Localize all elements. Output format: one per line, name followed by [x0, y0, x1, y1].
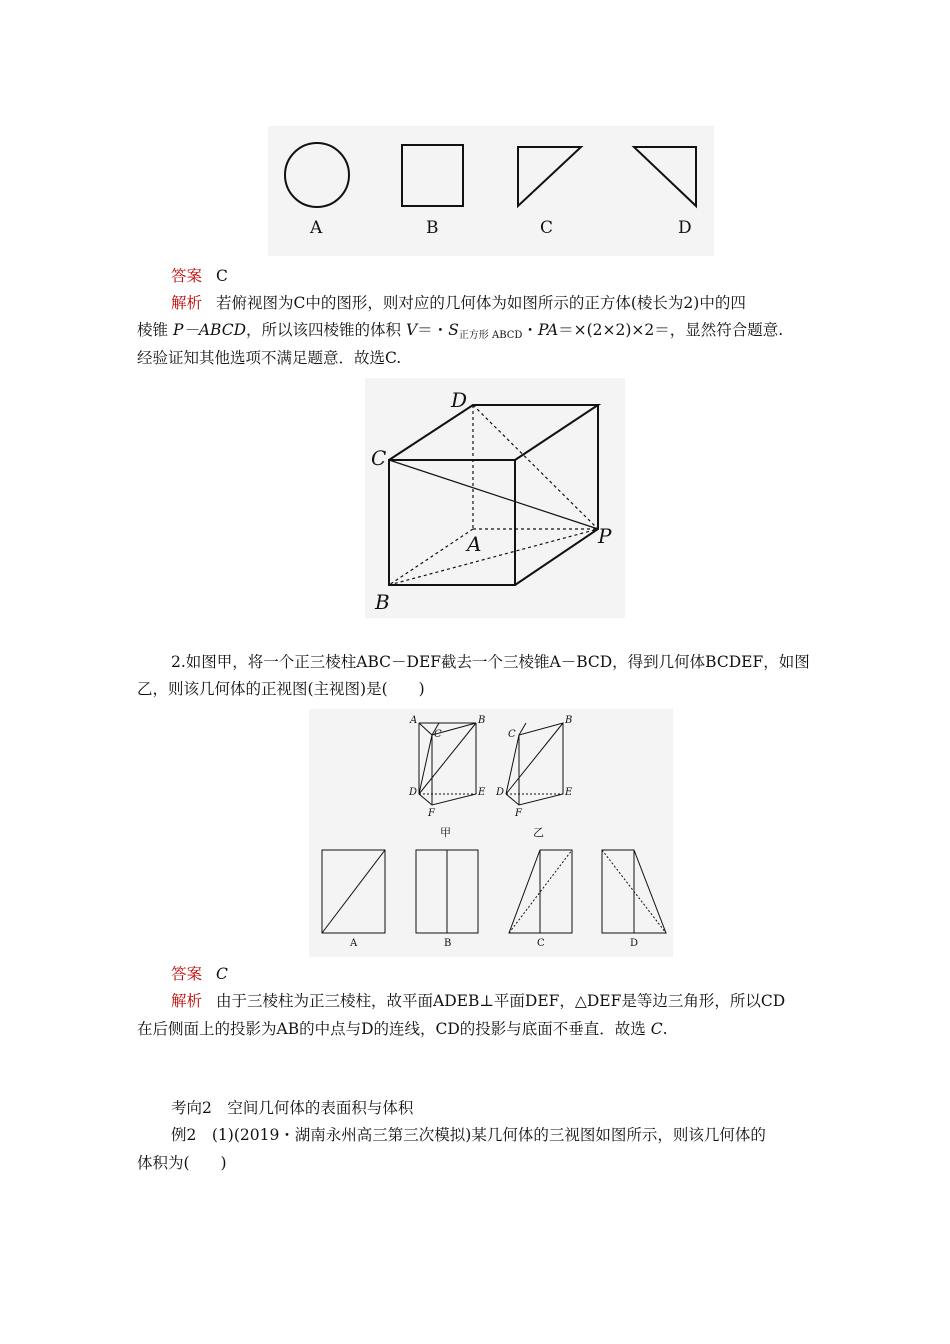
section-heading-text: 考向2 空间几何体的表面积与体积 — [171, 1099, 414, 1117]
cube-label-p: P — [598, 524, 612, 548]
q2-option-c-label: C — [537, 938, 545, 949]
q2-analysis-text-2c: . — [662, 1020, 668, 1038]
hidden-edge-d-p — [473, 405, 598, 529]
q1-text-2e: ＝・ — [417, 321, 449, 339]
example-line-2 — [137, 1153, 817, 1173]
caption-yi: 乙 — [533, 826, 544, 839]
q2-analysis-text-2b: C — [650, 1020, 663, 1038]
q1-text-2g: ・ — [522, 321, 538, 339]
caption-jia: 甲 — [440, 826, 451, 839]
q2-analysis-line-2 — [137, 1019, 817, 1039]
cube-label-d: D — [451, 388, 468, 412]
q2-analysis-line-1 — [171, 991, 851, 1011]
q1-text-2c: ，所以该四棱锥的体积 — [246, 321, 406, 339]
q1-answer-label: 答案 — [171, 267, 203, 285]
cube-label-a: A — [467, 532, 482, 556]
option-c-triangle — [518, 147, 581, 206]
q2-option-d-label: D — [630, 938, 639, 949]
jia-label-f: F — [428, 808, 435, 819]
jia-label-b: B — [478, 715, 486, 726]
q2-stem-text-1: 2.如图甲，将一个正三棱柱ABC－DEF截去一个三棱锥A－BCD，得到几何体BCDEF，如图 — [171, 653, 810, 671]
cube-front-face — [389, 460, 515, 585]
q1-answer-line — [171, 266, 851, 286]
example-text-2: 体积为( ) — [137, 1154, 227, 1172]
option-b-square — [402, 145, 463, 206]
q2-option-b-label: B — [444, 938, 452, 949]
section-heading — [171, 1098, 851, 1118]
option-a-diagonal — [322, 850, 385, 933]
cube-pyramid-svg — [365, 378, 625, 618]
yi-label-f: F — [515, 808, 522, 819]
yi-label-d: D — [496, 787, 505, 798]
q2-analysis-text-1: 由于三棱柱为正三棱柱，故平面ADEB⊥平面DEF，△DEF是等边三角形，所以CD — [216, 992, 786, 1010]
hidden-edge-a-b — [389, 529, 473, 585]
cube-pyramid-figure — [365, 378, 625, 618]
q1-analysis-label: 解析 — [171, 294, 203, 312]
q1-text-2a: 棱锥 — [137, 321, 173, 339]
option-d-triangle — [634, 147, 696, 206]
prism-svg — [309, 709, 673, 957]
jia-edge-b-d — [419, 723, 476, 794]
option-a-circle — [285, 143, 349, 207]
jia-label-e: E — [478, 787, 486, 798]
q2-stem-text-2: 乙，则该几何体的正视图(主视图)是( ) — [137, 680, 425, 698]
jia-prism-outline — [419, 723, 476, 805]
q1-answer-value: C — [216, 267, 228, 285]
top-view-options-svg — [268, 126, 714, 256]
cube-top-edges — [389, 405, 598, 460]
prism-figure — [309, 709, 673, 957]
cube-label-b: B — [375, 590, 390, 614]
q1-analysis-line-2 — [137, 320, 817, 346]
q2-answer-value: C — [216, 965, 228, 983]
q1-text-2d: V — [405, 321, 418, 339]
q1-text-2h: PA — [537, 321, 559, 339]
example-line-1 — [171, 1125, 851, 1145]
q1-analysis-text-3: 经验证知其他选项不满足题意．故选C. — [137, 349, 402, 367]
q1-text-2-sub: 正方形 ABCD — [458, 330, 523, 341]
q1-text-2f: S — [448, 321, 459, 339]
option-b-label: B — [426, 218, 439, 238]
q2-stem-line-1 — [171, 652, 851, 672]
cube-label-c: C — [371, 446, 387, 470]
q1-analysis-line-3 — [137, 348, 817, 368]
q2-answer-label: 答案 — [171, 965, 203, 983]
q2-answer-line — [171, 964, 851, 984]
q2-stem-line-2 — [137, 679, 817, 699]
option-c-label: C — [540, 218, 554, 238]
yi-label-e: E — [565, 787, 573, 798]
option-a-label: A — [310, 218, 323, 238]
example-text-1: 例2 (1)(2019・湖南永州高三第三次模拟)某几何体的三视图如图所示，则该几何体的 — [171, 1126, 766, 1144]
edge-c-p — [389, 460, 598, 529]
q2-analysis-text-2a: 在后侧面上的投影为AB的中点与D的连线，CD的投影与底面不垂直．故选 — [137, 1020, 651, 1038]
q2-analysis-label: 解析 — [171, 992, 203, 1010]
yi-label-b: B — [565, 715, 573, 726]
top-view-options-figure — [268, 126, 714, 256]
hidden-edge-b-p — [389, 529, 598, 585]
jia-label-a: A — [410, 715, 418, 726]
q2-option-a-label: A — [350, 938, 358, 949]
q1-analysis-text-1: 若俯视图为C中的图形，则对应的几何体为如图所示的正方体(棱长为2)中的四 — [216, 294, 746, 312]
jia-label-d: D — [409, 787, 418, 798]
option-d-label: D — [678, 218, 692, 238]
q1-text-2b: P－ABCD — [172, 321, 247, 339]
q1-text-2i: ＝×(2×2)×2＝，显然符合题意. — [558, 321, 784, 339]
jia-edge-a-c — [419, 723, 432, 735]
jia-label-c: C — [434, 729, 442, 740]
yi-label-c: C — [508, 729, 516, 740]
q1-analysis-line-1 — [171, 293, 851, 313]
